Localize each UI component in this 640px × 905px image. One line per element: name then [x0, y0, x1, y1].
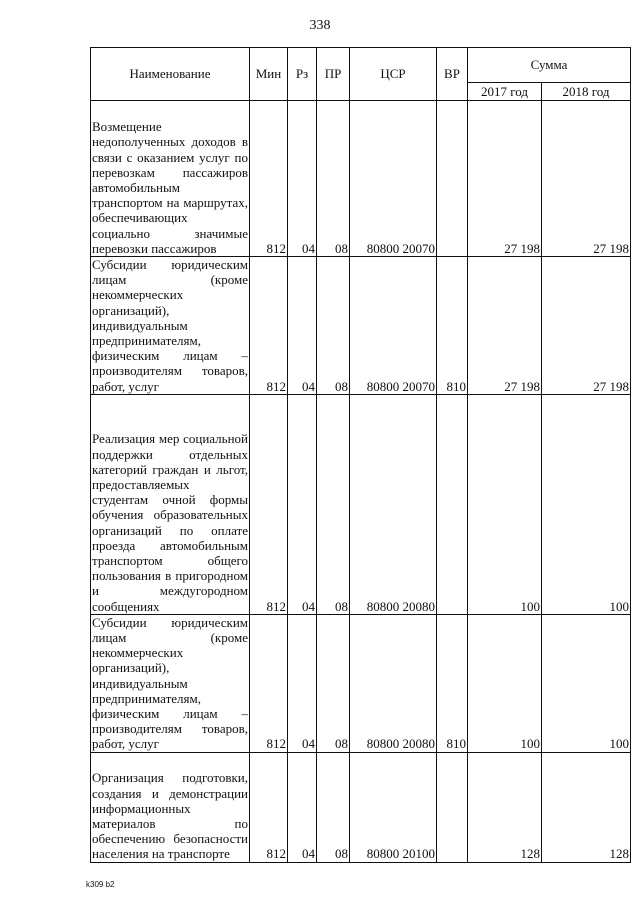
row-min: 812 — [250, 101, 288, 257]
row-name: Субсидии юридическим лицам (кроме некоммерческих организаций), индивидуальным предпринимателям, физическим лицам – производителям товаров, работ, услуг — [92, 614, 248, 752]
row-name: Возмещение недополученных доходов в связи с оказанием услуг по перевозкам пассажиров автомобильным транспортом на маршрутах, обеспечивающих социально значимые перевозки пассажиров — [91, 101, 250, 257]
row-sum-2017: 27 198 — [468, 101, 542, 257]
row-min: 812 — [250, 752, 288, 862]
row-rz: 04 — [288, 394, 317, 614]
row-sum-2018: 100 — [542, 614, 631, 752]
row-csr: 80800 20070 — [350, 257, 437, 395]
row-pr: 08 — [317, 101, 350, 257]
row-sum-2018: 27 198 — [542, 101, 631, 257]
row-csr: 80800 20070 — [350, 101, 437, 257]
row-sum-2018: 27 198 — [542, 257, 631, 395]
row-vr — [437, 394, 468, 614]
table-row — [91, 614, 631, 752]
row-pr: 08 — [317, 614, 350, 752]
row-sum-2018: 128 — [542, 752, 631, 862]
row-sum-2018: 100 — [542, 394, 631, 614]
row-vr: 810 — [437, 614, 468, 752]
row-pr: 08 — [317, 752, 350, 862]
header-year-2018: 2018 год — [542, 83, 631, 101]
table-row — [91, 394, 631, 614]
header-sum: Сумма — [468, 48, 631, 83]
header-vr: ВР — [437, 48, 468, 101]
header-min: Мин — [250, 48, 288, 101]
header-csr: ЦСР — [350, 48, 437, 101]
row-name: Субсидии юридическим лицам (кроме некоммерческих организаций), индивидуальным предпринимателям, физическим лицам – производителям товаров, работ, услуг — [92, 257, 248, 394]
header-year-2017: 2017 год — [468, 83, 542, 101]
row-min: 812 — [250, 394, 288, 614]
row-sum-2017: 100 — [468, 614, 542, 752]
row-vr — [437, 752, 468, 862]
row-name: Реализация мер социальной поддержки отдельных категорий граждан и льгот, предоставляемых студентам очной формы обучения образовательных организаций по оплате проезда автомобильным транспортом общего пользования в пригородном и междугородном сообщениях — [91, 394, 250, 614]
row-csr: 80800 20080 — [350, 614, 437, 752]
row-rz: 04 — [288, 257, 317, 395]
page-number: 338 — [309, 18, 331, 33]
table-row — [91, 257, 631, 395]
row-vr — [437, 101, 468, 257]
row-csr: 80800 20100 — [350, 752, 437, 862]
header-name: Наименование — [91, 48, 250, 101]
row-min: 812 — [250, 257, 288, 395]
row-sum-2017: 128 — [468, 752, 542, 862]
table-row — [91, 101, 631, 257]
row-sum-2017: 27 198 — [468, 257, 542, 395]
row-name: Организация подготовки, создания и демонстрации информационных материалов по обеспечению безопасности населения на транспорте — [91, 752, 250, 862]
row-rz: 04 — [288, 752, 317, 862]
row-vr: 810 — [437, 257, 468, 395]
header-rz: Рз — [288, 48, 317, 101]
row-sum-2017: 100 — [468, 394, 542, 614]
row-rz: 04 — [288, 614, 317, 752]
row-min: 812 — [250, 614, 288, 752]
row-rz: 04 — [288, 101, 317, 257]
row-pr: 08 — [317, 257, 350, 395]
header-pr: ПР — [317, 48, 350, 101]
table-row — [91, 752, 631, 862]
footer-code: k309 b2 — [86, 880, 115, 889]
budget-table — [90, 47, 631, 863]
row-pr: 08 — [317, 394, 350, 614]
row-csr: 80800 20080 — [350, 394, 437, 614]
